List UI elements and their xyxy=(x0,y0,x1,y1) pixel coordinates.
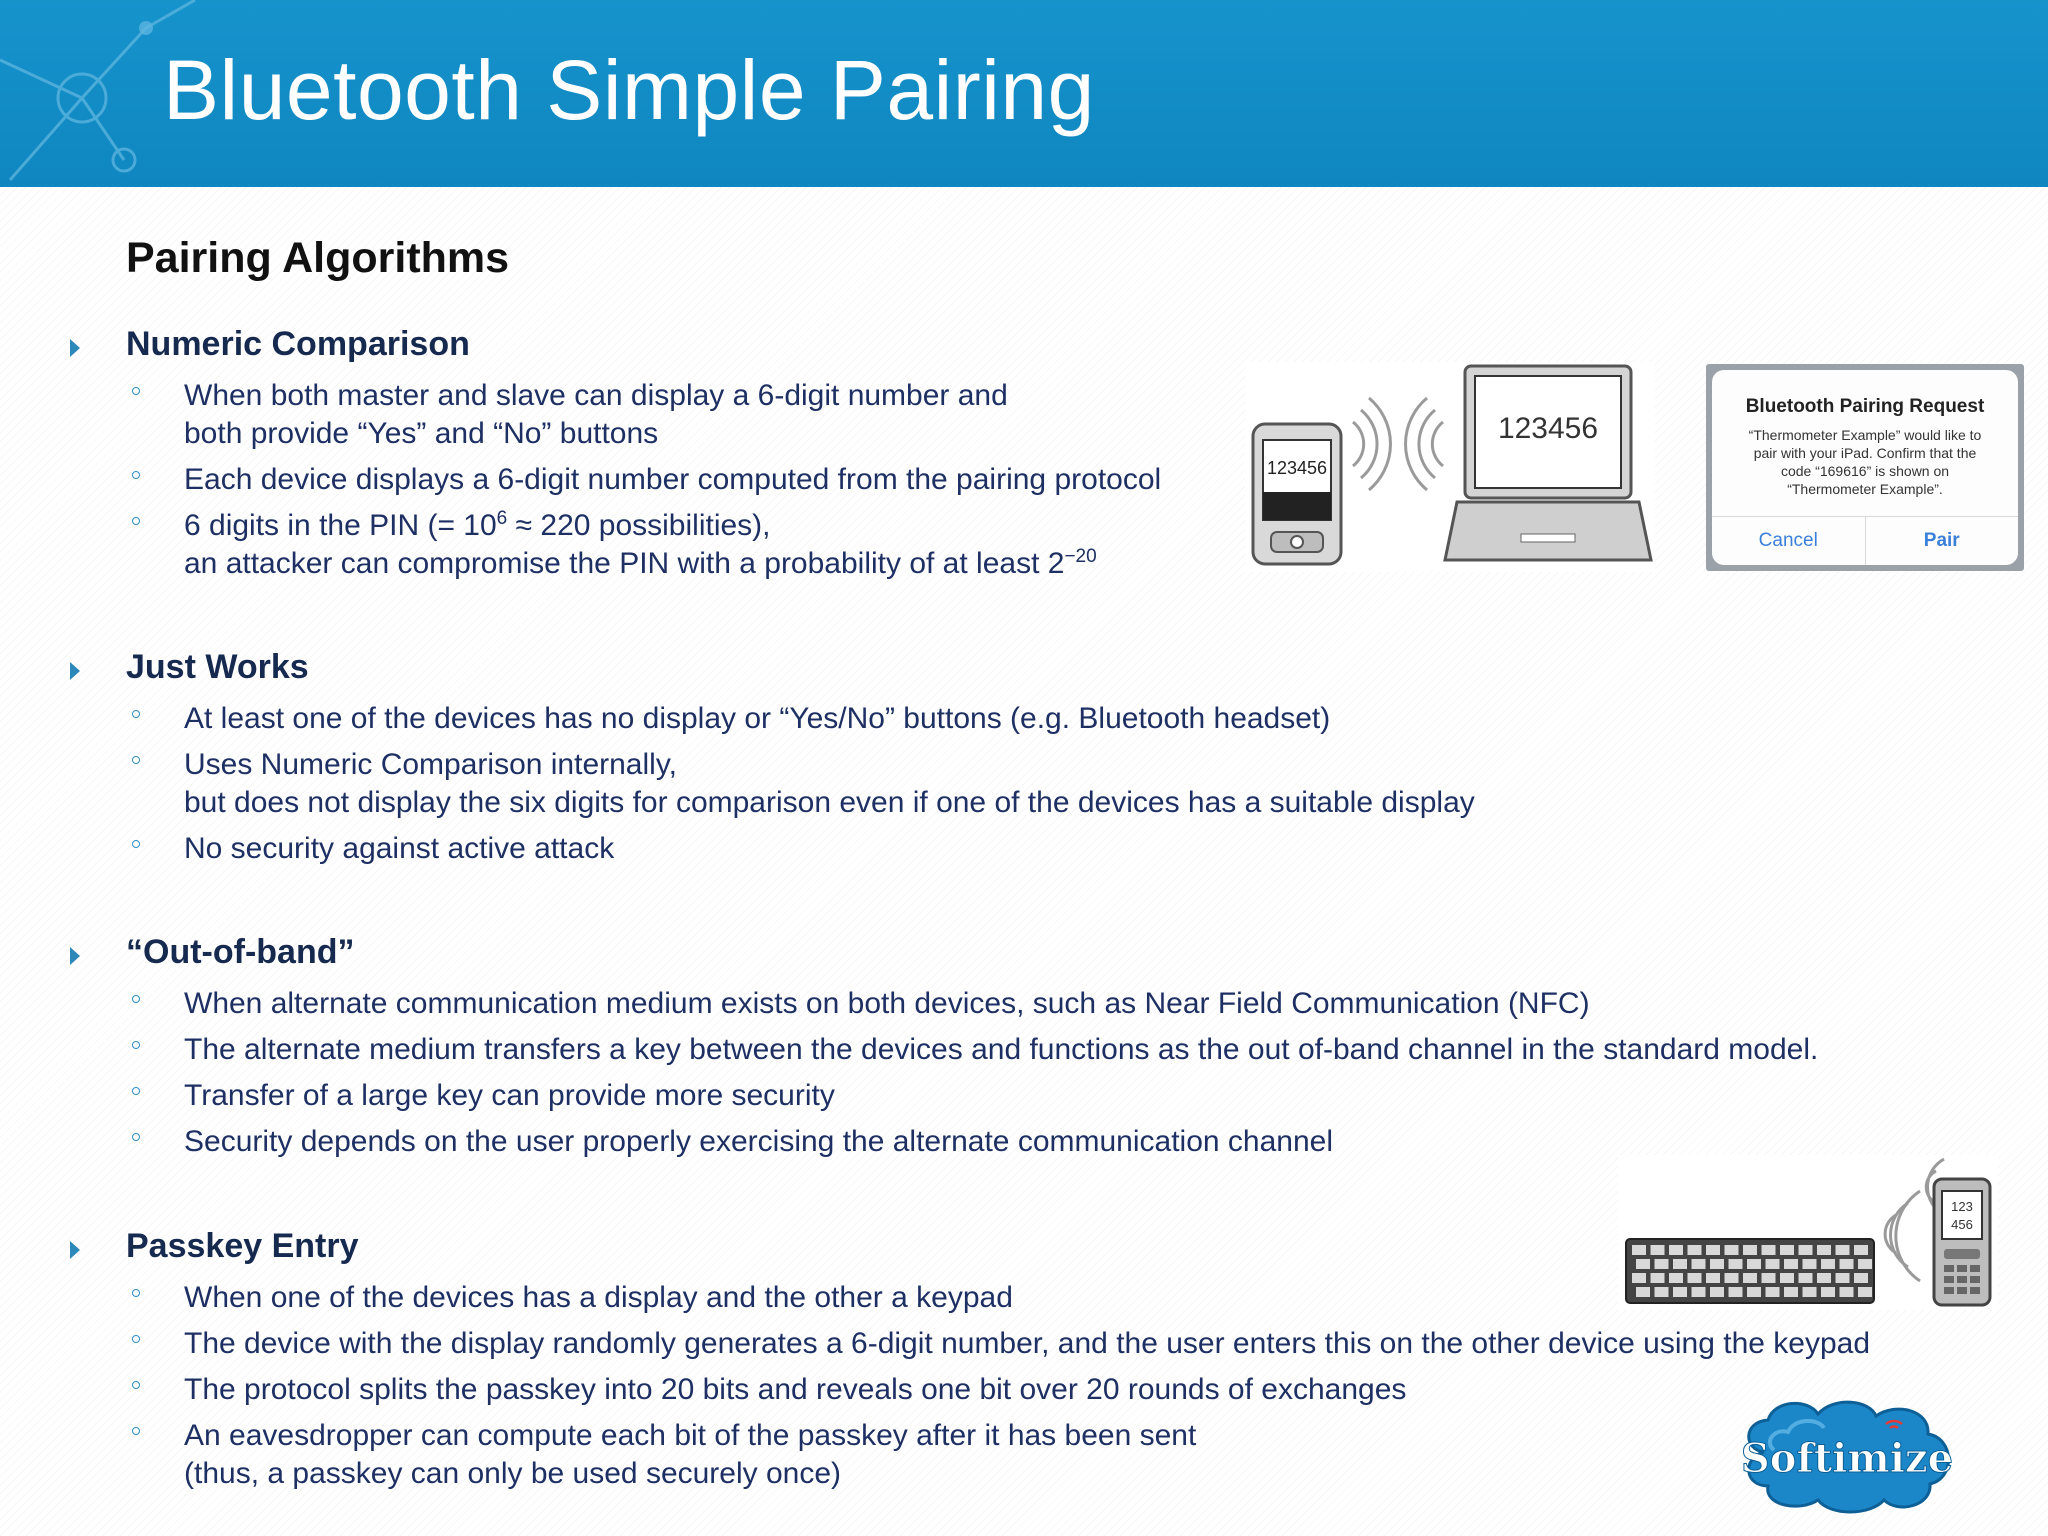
section-out-of-band xyxy=(0,933,1818,1169)
slide-subtitle: Pairing Algorithms xyxy=(126,234,510,282)
keyboard-key xyxy=(1669,1273,1683,1283)
bullet-text: No security against active attack xyxy=(184,832,615,865)
keyboard-key xyxy=(1651,1245,1665,1255)
keyboard-key xyxy=(1725,1245,1739,1255)
passkey-illustration xyxy=(1618,1155,1998,1310)
keyboard-key xyxy=(1688,1245,1702,1255)
bullet-circle-icon xyxy=(132,471,140,479)
section-title: Just Works xyxy=(126,648,309,686)
slide-title: Bluetooth Simple Pairing xyxy=(163,43,1095,137)
bullet-text: Uses Numeric Comparison internally, xyxy=(184,748,677,781)
bullet-text: (thus, a passkey can only be used securely once) xyxy=(184,1457,842,1490)
keyboard-key xyxy=(1836,1273,1850,1283)
bullet-circle-icon xyxy=(132,995,140,1003)
keyboard-key xyxy=(1780,1273,1794,1283)
keyboard-key xyxy=(1636,1259,1650,1269)
keyboard-key xyxy=(1636,1287,1650,1297)
bullet-text: Transfer of a large key can provide more security xyxy=(184,1079,835,1112)
pair-button[interactable]: Pair xyxy=(1865,517,2019,565)
bullet-circle-icon xyxy=(132,1381,140,1389)
phone-code-line2: 456 xyxy=(1951,1217,1973,1232)
keyboard-key xyxy=(1840,1287,1854,1297)
bullet-text: The protocol splits the passkey into 20 bits and reveals one bit over 20 rounds of exchanges xyxy=(184,1373,1407,1406)
bullet-circle-icon xyxy=(132,840,140,848)
bullet-text: The device with the display randomly generates a 6-digit number, and the user enters this on the other device using the keypad xyxy=(184,1327,1871,1360)
list-item xyxy=(0,1077,1818,1115)
section-arrow-icon xyxy=(70,339,80,357)
list-item xyxy=(0,830,1475,868)
bullet-text: When alternate communication medium exists on both devices, such as Near Field Communication (NFC) xyxy=(184,987,1590,1020)
keyboard-key xyxy=(1743,1273,1757,1283)
keyboard-key xyxy=(1799,1273,1813,1283)
keyboard-key xyxy=(1655,1259,1669,1269)
phone-code-line1: 123 xyxy=(1951,1199,1973,1214)
keyboard-key xyxy=(1817,1273,1831,1283)
bullet-circle-icon xyxy=(132,1427,140,1435)
pairing-request-dialog xyxy=(1706,364,2024,571)
bullet-text: An eavesdropper can compute each bit of the passkey after it has been sent xyxy=(184,1419,1197,1452)
keyboard-key xyxy=(1836,1245,1850,1255)
list-item xyxy=(0,1123,1818,1161)
keyboard-key xyxy=(1673,1287,1687,1297)
keyboard-key xyxy=(1706,1245,1720,1255)
list-item xyxy=(0,1417,1870,1493)
bullet-circle-icon xyxy=(132,1133,140,1141)
title-banner xyxy=(0,0,2048,187)
list-item xyxy=(0,461,1161,499)
list-item xyxy=(0,1031,1818,1069)
softimize-logo xyxy=(1734,1392,1960,1516)
section-title: Passkey Entry xyxy=(126,1227,359,1265)
keyboard-key xyxy=(1729,1287,1743,1297)
keyboard-key xyxy=(1817,1245,1831,1255)
bullet-circle-icon xyxy=(132,1289,140,1297)
laptop-code: 123456 xyxy=(1497,412,1599,445)
section-just-works xyxy=(0,648,1475,876)
keyboard-key xyxy=(1858,1259,1872,1269)
dialog-title: Bluetooth Pairing Request xyxy=(1745,396,1985,417)
keyboard-key xyxy=(1706,1273,1720,1283)
section-passkey-entry xyxy=(0,1227,1870,1501)
keyboard-key xyxy=(1710,1287,1724,1297)
pda-icon xyxy=(1253,424,1341,564)
keyboard-key xyxy=(1799,1245,1813,1255)
bullet-text: an attacker can compromise the PIN with a probability of at least $2^{-20}$ xyxy=(184,546,1097,580)
list-item xyxy=(0,507,1161,583)
keyboard-key xyxy=(1762,1273,1776,1283)
bullet-circle-icon xyxy=(132,387,140,395)
keyboard-key xyxy=(1747,1259,1761,1269)
keyboard-key xyxy=(1651,1273,1665,1283)
keyboard-key xyxy=(1729,1259,1743,1269)
keyboard-key xyxy=(1747,1287,1761,1297)
cancel-button[interactable]: Cancel xyxy=(1758,530,1818,551)
bullet-text: Each device displays a 6-digit number computed from the pairing protocol xyxy=(184,463,1162,496)
list-item xyxy=(0,1371,1870,1409)
keyboard-key xyxy=(1821,1287,1835,1297)
numeric-comparison-illustration xyxy=(1245,362,1655,572)
keyboard-key xyxy=(1632,1273,1646,1283)
section-arrow-icon xyxy=(70,662,80,680)
keyboard-key xyxy=(1854,1273,1868,1283)
keyboard-key xyxy=(1688,1273,1702,1283)
list-item xyxy=(0,1325,1870,1363)
section-arrow-icon xyxy=(70,1241,80,1259)
keyboard-key xyxy=(1803,1287,1817,1297)
keyboard-key xyxy=(1803,1259,1817,1269)
bullet-text: but does not display the six digits for comparison even if one of the devices has a suitable display xyxy=(184,786,1475,819)
list-item xyxy=(0,1279,1870,1317)
keyboard-key xyxy=(1858,1287,1872,1297)
list-item xyxy=(0,700,1475,738)
bullet-circle-icon xyxy=(132,1087,140,1095)
bullet-text: The alternate medium transfers a key between the devices and functions as the out of-band channel in the standard model. xyxy=(184,1033,1819,1066)
bullet-text: both provide “Yes” and “No” buttons xyxy=(184,417,659,450)
bullet-text: When both master and slave can display a 6-digit number and xyxy=(184,379,1008,412)
bullet-circle-icon xyxy=(132,1335,140,1343)
keyboard-key xyxy=(1669,1245,1683,1255)
section-title: “Out-of-band” xyxy=(126,933,355,971)
mobile-phone-icon xyxy=(1934,1179,1990,1305)
section-arrow-icon xyxy=(70,947,80,965)
dialog-message: “Thermometer Example” would like to pair with your iPad. Confirm that the code “169616” is shown on “Thermometer Example”. xyxy=(1748,427,1982,497)
bullet-text: When one of the devices has a display and the other a keypad xyxy=(184,1281,1013,1314)
keyboard-key xyxy=(1840,1259,1854,1269)
laptop-icon xyxy=(1445,366,1651,560)
section-numeric-comparison xyxy=(0,325,1161,591)
bullet-text: Security depends on the user properly exercising the alternate communication channel xyxy=(184,1125,1333,1158)
keyboard-key xyxy=(1784,1287,1798,1297)
list-item xyxy=(0,746,1475,822)
bullet-circle-icon xyxy=(132,517,140,525)
section-title: Numeric Comparison xyxy=(126,325,470,363)
bullet-circle-icon xyxy=(132,756,140,764)
keyboard-key xyxy=(1766,1259,1780,1269)
list-item xyxy=(0,377,1161,453)
keyboard-key xyxy=(1821,1259,1835,1269)
bullet-text: 6 digits in the PIN (= $10^6 \approx 220$ possibilities), xyxy=(184,508,771,542)
bullet-text: At least one of the devices has no display or “Yes/No” buttons (e.g. Bluetooth headset) xyxy=(184,702,1331,735)
keyboard-key xyxy=(1780,1245,1794,1255)
list-item xyxy=(0,985,1818,1023)
keyboard-key xyxy=(1692,1287,1706,1297)
keyboard-key xyxy=(1743,1245,1757,1255)
pda-code: 123456 xyxy=(1266,458,1328,478)
logo-text: Softimize xyxy=(1740,1435,1954,1482)
keyboard-key xyxy=(1762,1245,1776,1255)
keyboard-key xyxy=(1766,1287,1780,1297)
keyboard-key xyxy=(1673,1259,1687,1269)
keyboard-key xyxy=(1710,1259,1724,1269)
keyboard-key xyxy=(1854,1245,1868,1255)
keyboard-key xyxy=(1692,1259,1706,1269)
keyboard-icon xyxy=(1626,1239,1874,1303)
bullet-circle-icon xyxy=(132,1041,140,1049)
keyboard-key xyxy=(1655,1287,1669,1297)
bullet-circle-icon xyxy=(132,710,140,718)
keyboard-key xyxy=(1632,1245,1646,1255)
keyboard-key xyxy=(1784,1259,1798,1269)
keyboard-key xyxy=(1725,1273,1739,1283)
